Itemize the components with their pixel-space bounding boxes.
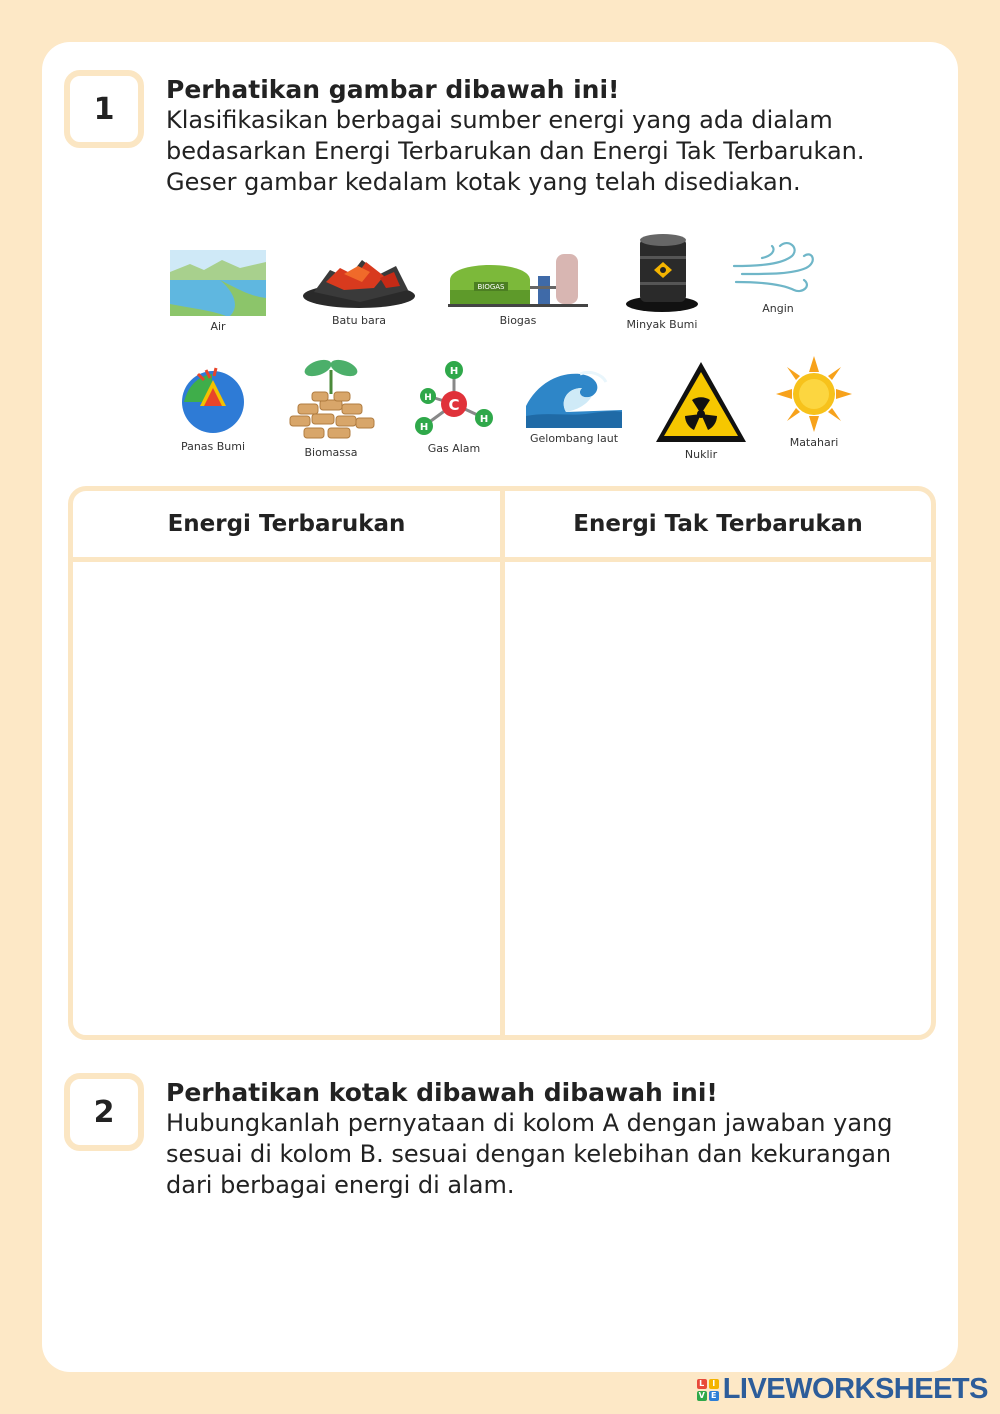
question-1-instructions: Klasifikasikan berbagai sumber energi yang ada dialam bedasarkan Energi Terbarukan dan Energi Tak Terbarukan. Geser gambar kedalam kotak yang telah disediakan. [166, 106, 865, 196]
item-label: Angin [762, 302, 794, 315]
drop-zone-renewable[interactable] [73, 562, 500, 1035]
item-label: Matahari [789, 436, 839, 449]
biogas-sign: BIOGAS [477, 283, 505, 291]
geothermal-earth-icon [176, 362, 250, 436]
item-label: Biomassa [304, 446, 358, 459]
drop-zone-nonrenewable[interactable] [505, 562, 931, 1035]
biogas-plant-icon [446, 246, 590, 310]
drag-item-matahari[interactable] [776, 356, 852, 451]
svg-text:H: H [424, 393, 432, 403]
question-2-instructions: Hubungkanlah pernyataan di kolom A dengan jawaban yang sesuai di kolom B. sesuai dengan kelebihan dan kekurangan dari berbagai energi di alam. [166, 1109, 893, 1199]
drag-item-biogas[interactable] [446, 246, 590, 329]
item-label: Biogas [499, 314, 537, 327]
item-label: Nuklir [684, 448, 718, 461]
nuclear-icon [654, 360, 748, 444]
logo-mark-icon: L I V E [697, 1379, 719, 1401]
drag-item-minyak-bumi[interactable] [622, 232, 702, 333]
drag-item-gas-alam[interactable] [410, 358, 498, 457]
svg-text:C: C [448, 396, 460, 414]
svg-text:H: H [479, 414, 489, 425]
item-label: Panas Bumi [180, 440, 246, 453]
question-2-text [166, 1078, 936, 1201]
classification-table [68, 486, 936, 1040]
svg-text:H: H [449, 366, 459, 377]
question-2-title: Perhatikan kotak dibawah dibawah ini! [166, 1078, 718, 1107]
question-1-text [166, 75, 936, 198]
column-header-renewable: Energi Terbarukan [167, 511, 406, 537]
drag-item-nuklir[interactable] [654, 360, 748, 463]
drag-item-panas-bumi[interactable] [176, 362, 250, 455]
item-label: Minyak Bumi [626, 318, 698, 331]
item-label: Gas Alam [427, 442, 481, 455]
svg-text:H: H [419, 422, 429, 433]
drag-item-biomassa[interactable] [284, 350, 378, 461]
liveworksheets-logo [697, 1373, 988, 1406]
biomass-icon [284, 350, 378, 442]
brand-name: LIVEWORKSHEETS [722, 1373, 988, 1405]
question-1-number: 1 [64, 70, 144, 148]
item-label: Gelombang laut [529, 432, 619, 445]
column-header-nonrenewable: Energi Tak Terbarukan [573, 511, 863, 537]
oil-barrel-icon [622, 232, 702, 314]
ocean-wave-icon [526, 366, 622, 428]
question-2-number: 2 [64, 1073, 144, 1151]
water-river-icon [170, 250, 266, 316]
question-1-title: Perhatikan gambar dibawah ini! [166, 75, 620, 104]
drag-item-batu-bara[interactable] [300, 248, 418, 329]
drag-item-air[interactable] [170, 250, 266, 335]
item-label: Batu bara [331, 314, 387, 327]
drag-item-angin[interactable] [732, 236, 824, 317]
natural-gas-molecule-icon [410, 358, 498, 438]
item-label: Air [210, 320, 226, 333]
coal-icon [300, 248, 418, 310]
wind-icon [732, 236, 824, 298]
sun-icon [776, 356, 852, 432]
drag-item-gelombang-laut[interactable] [526, 366, 622, 447]
